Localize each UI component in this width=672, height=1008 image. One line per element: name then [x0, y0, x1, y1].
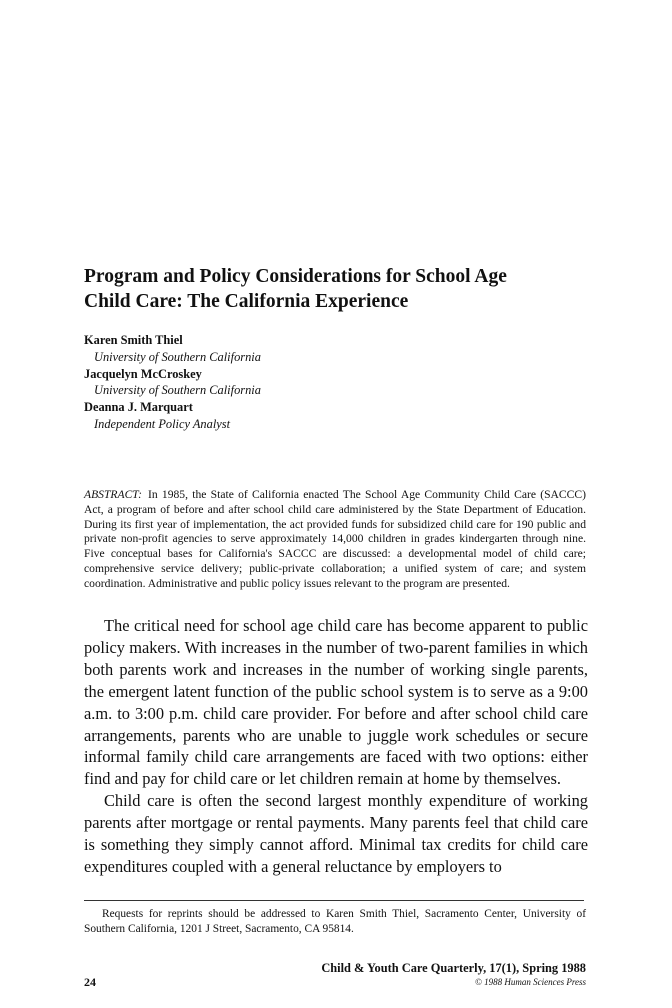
body-paragraph-1: The critical need for school age child care has become apparent to public policy makers. With increases in the number of two-parent families in which both parents work and increases in the number of working single parents, the emergent latent function of the public school system is to serve as a 9:00 a.m. to 3:00 p.m. child care provider. For before and after school child care arrangements, parents who are unable to juggle work schedules or secure informal family child care arrangements are faced with two options: either find and pay for child care or let children remain at home by themselves. [84, 616, 588, 789]
author-name: Jacquelyn McCroskey [84, 366, 202, 381]
body-text [84, 615, 588, 878]
author-affiliation: University of Southern California [94, 383, 261, 398]
footnote-divider [84, 900, 584, 901]
reprint-footnote: Requests for reprints should be addressed to Karen Smith Thiel, Sacramento Center, University of Southern California, 1201 J Street, Sacramento, CA 95814. [84, 908, 586, 935]
journal-citation: Child & Youth Care Quarterly, 17(1), Spring 1988 [321, 961, 586, 975]
author-name: Karen Smith Thiel [84, 333, 183, 347]
journal-footer [321, 960, 586, 988]
article-title-line-2: Child Care: The California Experience [84, 291, 409, 312]
abstract-text: In 1985, the State of California enacted The School Age Community Child Care (SACCC) Act, a program of before and after school child care administered by the State Department of Education. During its first year of implementation, the act provided funds for subsidized child care for 190 public and private non-profit agencies to serve approximately 14,000 children in grades kindergarten through nine. Five conceptual bases for California's SACCC are discussed: a developmental model of child care; comprehensive service delivery; public-private collaboration; a unified system of care; and system coordination. Administrative and public policy issues relevant to the program are presented. [84, 488, 586, 590]
author-affiliation: University of Southern California [94, 349, 261, 364]
page-number: 24 [84, 975, 96, 989]
author-affiliation: Independent Policy Analyst [94, 416, 231, 431]
article-title [84, 264, 604, 314]
body-paragraph-2: Child care is often the second largest monthly expenditure of working parents after mortgage or rental payments. Many parents feel that child care is something they simply cannot afford. Minimal tax credits for child care expenditures coupled with a general reluctance by employers to [84, 791, 588, 876]
copyright-notice: © 1988 Human Sciences Press [475, 977, 586, 987]
abstract-label: ABSTRACT: [84, 488, 142, 501]
author-name: Deanna J. Marquart [84, 400, 193, 415]
abstract [84, 488, 586, 592]
author-list [84, 332, 564, 433]
article-title-line-1: Program and Policy Considerations for School Age [84, 266, 507, 287]
